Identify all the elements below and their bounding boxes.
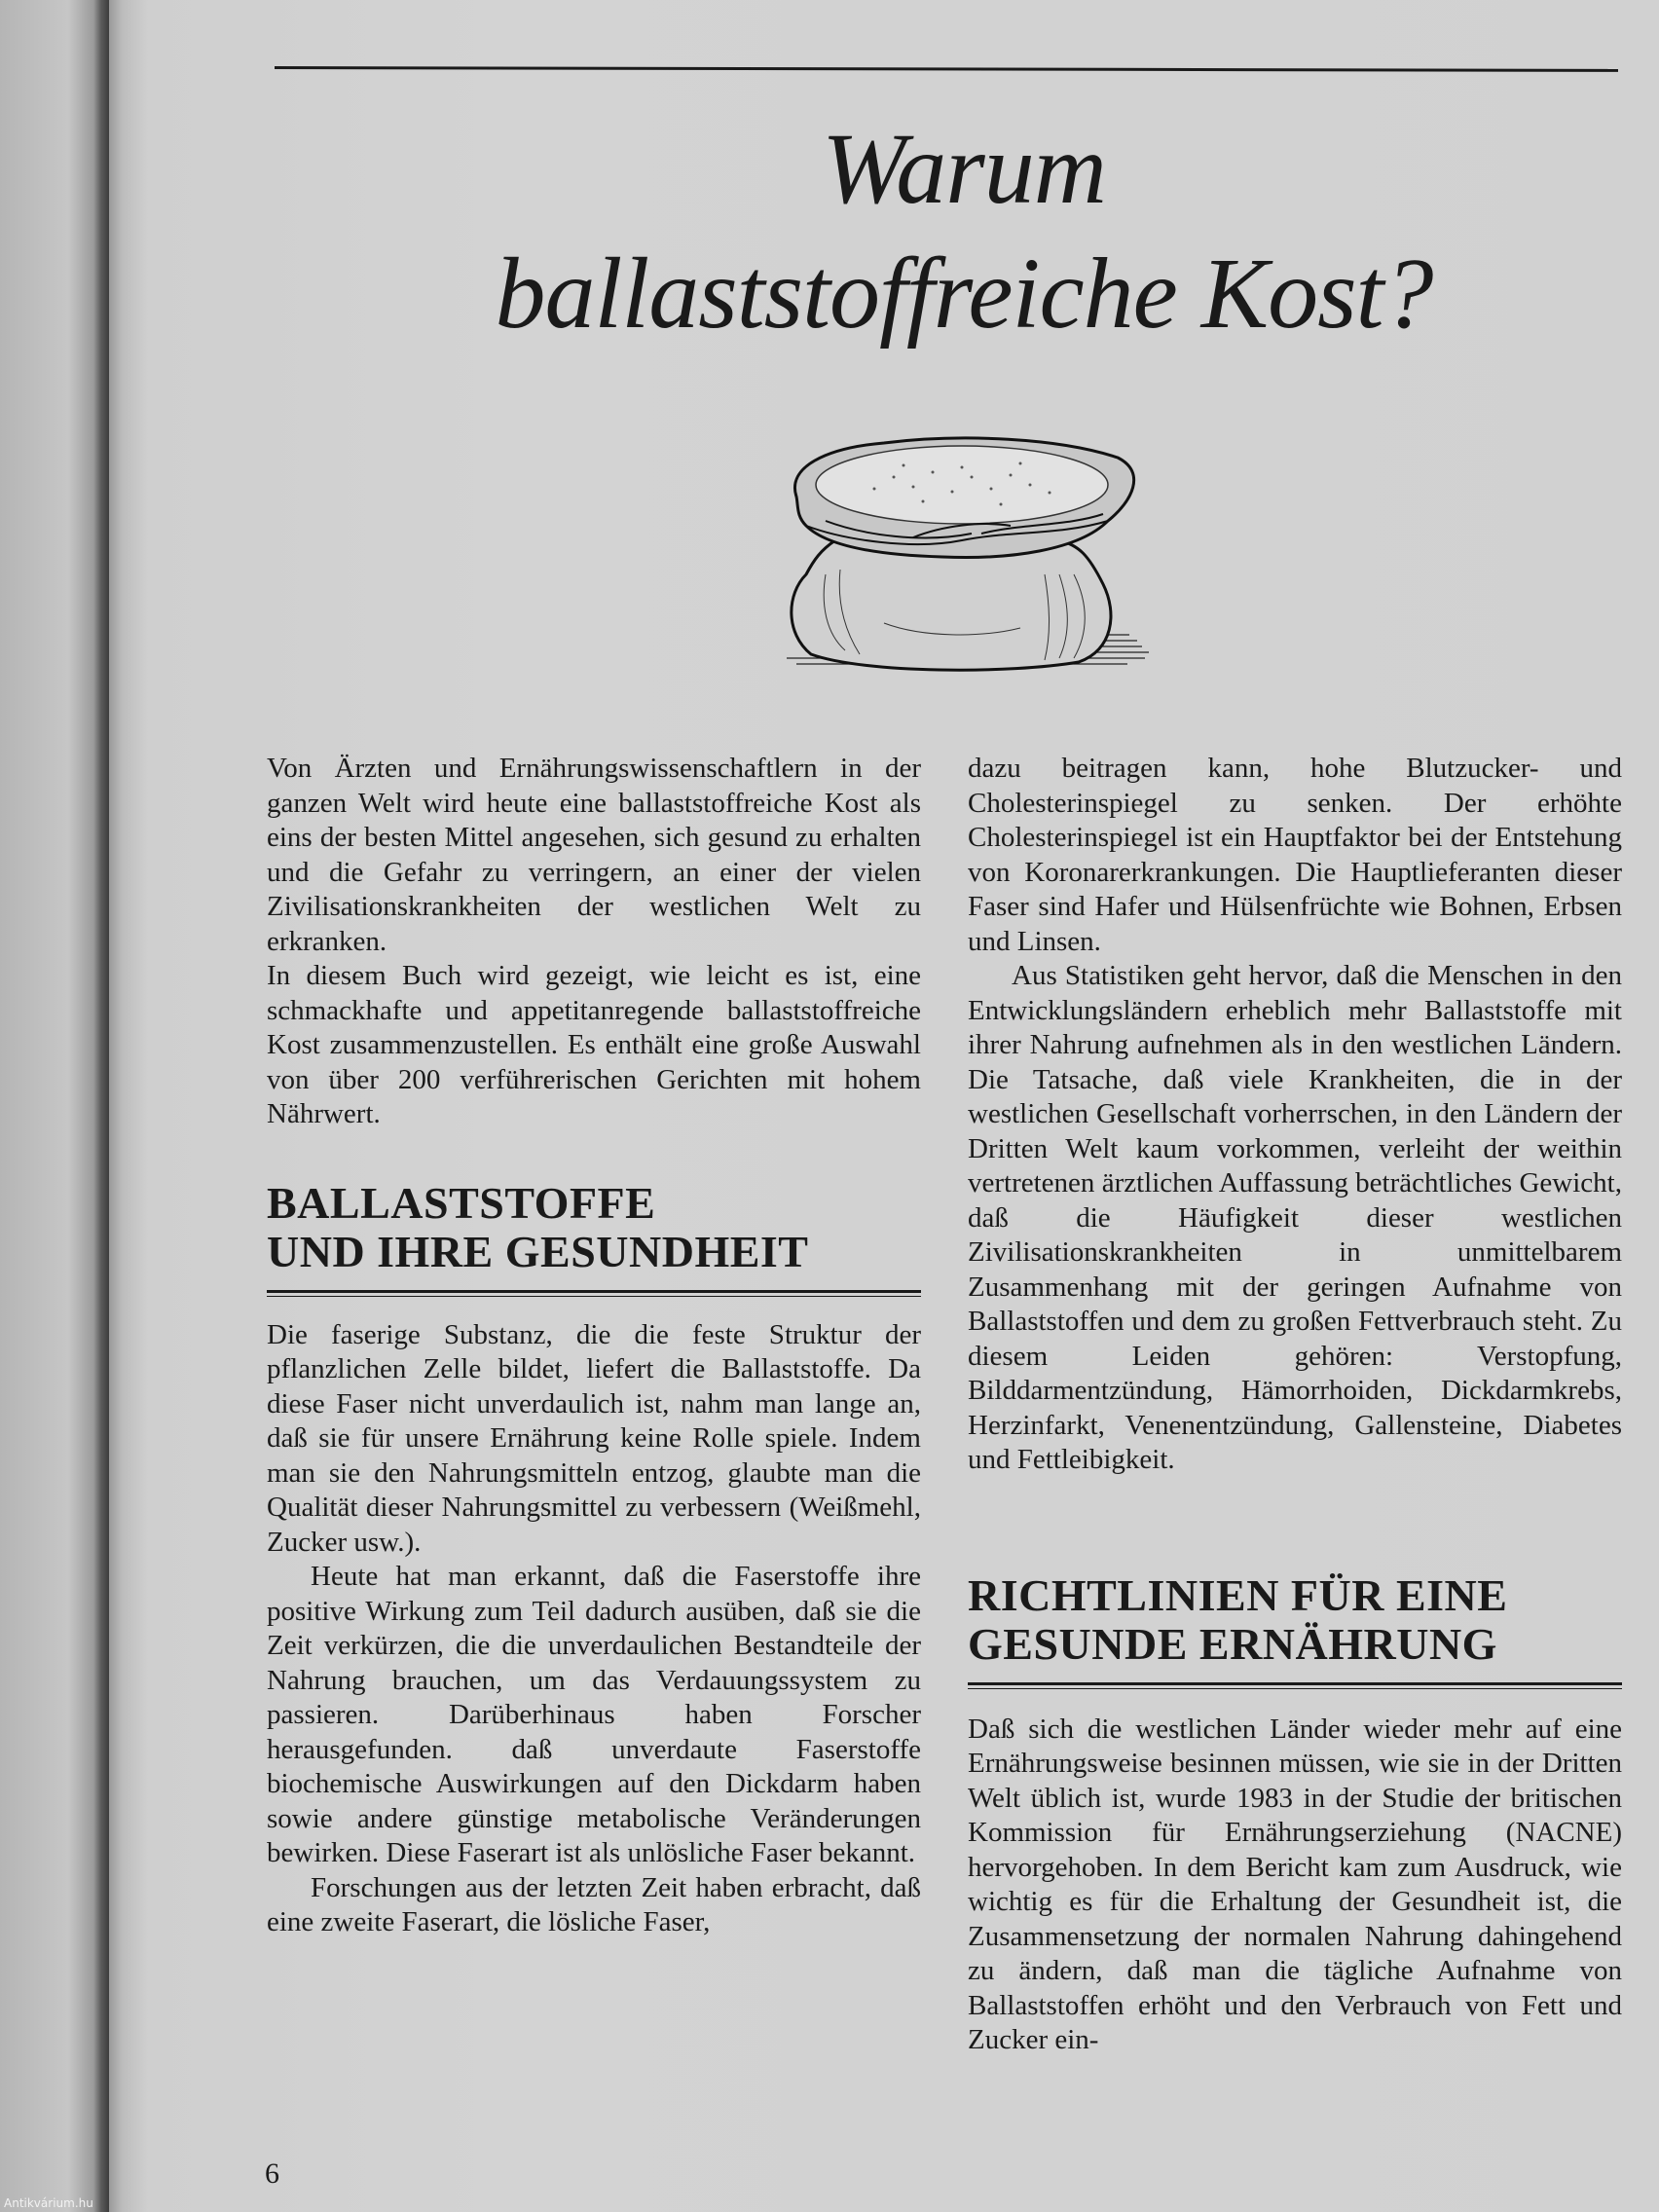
intro-paragraph-1: Von Ärzten und Ernährungswissenschaftlern in der ganzen Welt wird heute eine ballaststoffreiche Kost als eins der besten Mittel angesehen, sich gesund zu erhalten und die Gefahr zu verringern, an einer der vielen Zivilisationskrankheiten der westlichen Welt zu erkranken. [267,753,921,957]
body-paragraph: Daß sich die westlichen Länder wieder mehr auf eine Ernährungsweise besinnen müssen, wie sie in der Dritten Welt üblich ist, wurde 1983 in der Studie der britischen Kommission für Ernährungserziehung (NACNE) hervorgehoben. In dem Bericht kam zum Ausdruck, wie wichtig es für die Erhaltung der Gesundheit ist, die Zusammensetzung der normalen Nahrung dahingehend zu ändern, daß man die tägliche Aufnahme von Ballaststoffen erhöht und den Verbrauch von Fett und Zucker ein- [968,1713,1622,2055]
section-divider [267,1290,921,1297]
grain-sack-illustration [767,428,1157,682]
right-column [968,752,1622,2058]
body-paragraph: Aus Statistiken geht hervor, daß die Menschen in den Entwicklungsländern erheblich mehr Ballaststoffe mit ihrer Nahrung aufnehmen als in den westlichen Ländern. Die Tatsache, daß viele Krankheiten, die in der westlichen Gesellschaft vorherrschen, in den Ländern der Dritten Welt kaum vorkommen, verleiht der weithin vertretenen ärztlichen Auffassung beträchtliches Gewicht, daß die Häufigkeit dieser westlichen Zivilisationskrankheiten in unmittelbarem Zusammenhang mit der geringen Aufnahme von Ballaststoffen und dem zu großen Fettverbrauch steht. Zu diesem Leiden gehören: Verstopfung, Bilddarmentzündung, Hämorrhoiden, Dickdarmkrebs, Herzinfarkt, Venenentzündung, Gallensteine, Diabetes und Fettleibigkeit. [968,960,1622,1475]
body-paragraph: dazu beitragen kann, hohe Blutzucker- und Cholesterinspiegel zu senken. Der erhöhte Cholesterinspiegel ist ein Hauptfaktor bei der Entstehung von Koronarerkrankungen. Die Hauptlieferanten dieser Faser sind Hafer und Hülsenfrüchte wie Bohnen, Erbsen und Linsen. [968,753,1622,957]
heading-line-2: UND IHRE GESUNDHEIT [267,1226,809,1276]
section-heading-richtlinien [968,1571,1622,1669]
body-paragraph: Forschungen aus der letzten Zeit haben erbracht, daß eine zweite Faserart, die lösliche Faser, [267,1871,921,1937]
heading-line-2: GESUNDE ERNÄHRUNG [968,1618,1497,1669]
page-title [292,107,1597,356]
body-paragraph: Heute hat man erkannt, daß die Faserstoffe ihre positive Wirkung zum Teil dadurch ausüben, daß sie die Zeit verkürzen, die die unverdaulichen Bestandteile der Nahrung brauchen, um das Verdauungssystem zu passieren. Darüberhinaus haben Forscher herausgefunden. daß unverdaute Faserstoffe biochemische Auswirkungen auf den Dickdarm haben sowie andere günstige metabolische Veränderungen bewirken. Diese Faserart ist als unlösliche Faser bekannt. [267,1561,921,1868]
title-line-2: ballaststoffreiche Kost? [495,238,1433,350]
left-column [267,752,921,1940]
watermark: Antikvárium.hu [4,2196,93,2210]
heading-line-1: RICHTLINIEN FÜR EINE [968,1569,1508,1620]
book-spine [0,0,109,2212]
page-number: 6 [265,2157,279,2190]
section-heading-ballaststoffe [267,1179,921,1276]
intro-paragraph-2: In diesem Buch wird gezeigt, wie leicht es ist, eine schmackhafte und appetitanregende ballaststoffreiche Kost zusammenzustellen. Es enthält eine große Auswahl von über 200 verführerischen Gerichten mit hohem Nährwert. [267,960,921,1129]
body-paragraph: Die faserige Substanz, die die feste Struktur der pflanzlichen Zelle bildet, liefert die Ballaststoffe. Da diese Faser nicht unverdaulich ist, nahm man lange an, daß sie für unsere Ernährung keine Rolle spiele. Indem man sie den Nahrungsmitteln entzog, glaubte man die Qualität dieser Nahrungsmittel zu verbessern (Weißmehl, Zucker usw.). [267,1318,921,1558]
heading-line-1: BALLASTSTOFFE [267,1177,656,1228]
title-line-1: Warum [822,113,1106,225]
section-divider [968,1682,1622,1689]
